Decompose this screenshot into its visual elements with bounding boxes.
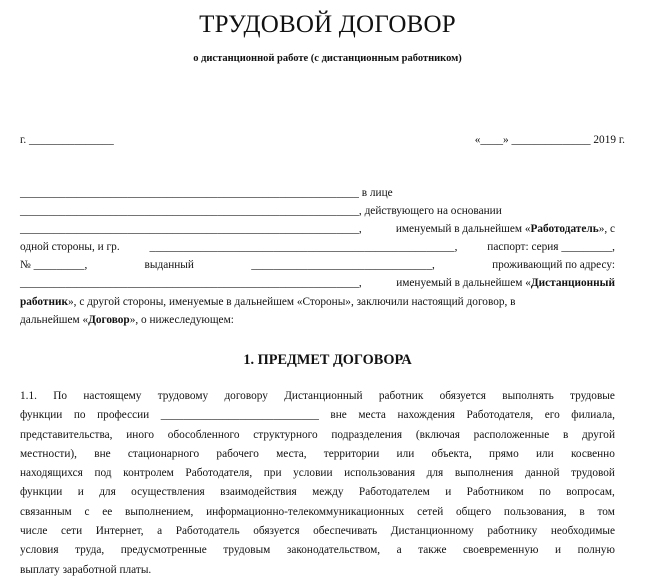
- contract-term: Договор: [88, 313, 130, 326]
- clause-line: связанным с ее выполнением, информационно-телекоммуникационных сетей общего пользования, в том: [20, 505, 615, 518]
- clause-line: представительства, иного обособленного структурного подразделения (включая расположенные в другой: [20, 428, 615, 441]
- issued-by-blank: ________________________________,: [251, 259, 435, 272]
- parties-paragraph: [20, 184, 615, 329]
- place-field: г. _______________: [20, 134, 114, 146]
- parties-line-8: дальнейшем «Договор», о нижеследующем:: [20, 313, 234, 326]
- parties-line-7: [20, 293, 615, 311]
- clause-line: местности), вне стационарного рабочего места, территории или объекта, прямо или косвенно: [20, 447, 615, 460]
- document-subtitle: о дистанционной работе (с дистанционным работником): [193, 53, 462, 64]
- parties-text: именуемый в дальнейшем «Дистанционный: [396, 277, 615, 290]
- employee-name-blank: ______________________________________________________,: [149, 241, 458, 254]
- date-field: «____» ______________ 2019 г.: [474, 134, 625, 146]
- representative-blank: ____________________________________________________________,: [20, 205, 362, 218]
- parties-line-1: [20, 184, 615, 202]
- parties-line-3: [20, 220, 615, 238]
- employer-term: Работодатель: [530, 223, 599, 236]
- basis-blank: ____________________________________________________________,: [20, 223, 362, 236]
- clause-line: выплату заработной платы.: [20, 563, 152, 576]
- place-date-line: [20, 134, 625, 147]
- parties-line-6: [20, 274, 615, 292]
- parties-text: выданный: [144, 259, 194, 272]
- clause-1-1: [20, 387, 615, 580]
- remote-worker-term: Дистанционный: [530, 277, 615, 290]
- parties-line-2: [20, 202, 615, 220]
- remote-worker-term-cont: работник: [20, 295, 69, 308]
- passport-series-field: паспорт: серия _________,: [487, 241, 615, 254]
- parties-line-4: [20, 238, 615, 256]
- parties-text: в лице: [361, 187, 393, 199]
- address-blank: ____________________________________________________________,: [20, 277, 362, 290]
- document-title: ТРУДОВОЙ ДОГОВОР: [199, 11, 456, 38]
- clause-line: функции и для осуществления взаимодействия между Работодателем и Работником по вопросам,: [20, 486, 615, 499]
- parties-text: именуемый в дальнейшем «Работодатель», с: [395, 223, 615, 236]
- clause-line: условия труда, предусмотренные трудовым законодательством, а также своевременную и полную: [20, 544, 615, 557]
- clause-line: функции по профессии ____________________________ вне места нахождения Работодателя, его филиала,: [20, 409, 615, 422]
- clause-line: находящихся под контролем Работодателя, при условии использования для выполнения данной трудовой: [20, 467, 615, 480]
- parties-text: действующего на основании: [364, 205, 502, 218]
- parties-text: проживающий по адресу:: [492, 259, 615, 272]
- parties-text: одной стороны, и гр.: [20, 241, 120, 254]
- parties-text: », с другой стороны, именуемые в дальнейшем «Стороны», заключили настоящий договор, в: [68, 295, 516, 308]
- passport-number-field: № _________,: [20, 259, 88, 272]
- clause-line: 1.1. По настоящему трудовому договору Дистанционный работник обязуется выполнять трудовые: [20, 390, 615, 402]
- parties-line-5: [20, 256, 615, 274]
- clause-line: числе сети Интернет, а Работодатель обязуется обеспечивать Дистанционному работнику необходимые: [20, 525, 615, 538]
- section-1-heading: 1. ПРЕДМЕТ ДОГОВОРА: [243, 352, 412, 368]
- employer-name-blank: ____________________________________________________________: [20, 187, 359, 199]
